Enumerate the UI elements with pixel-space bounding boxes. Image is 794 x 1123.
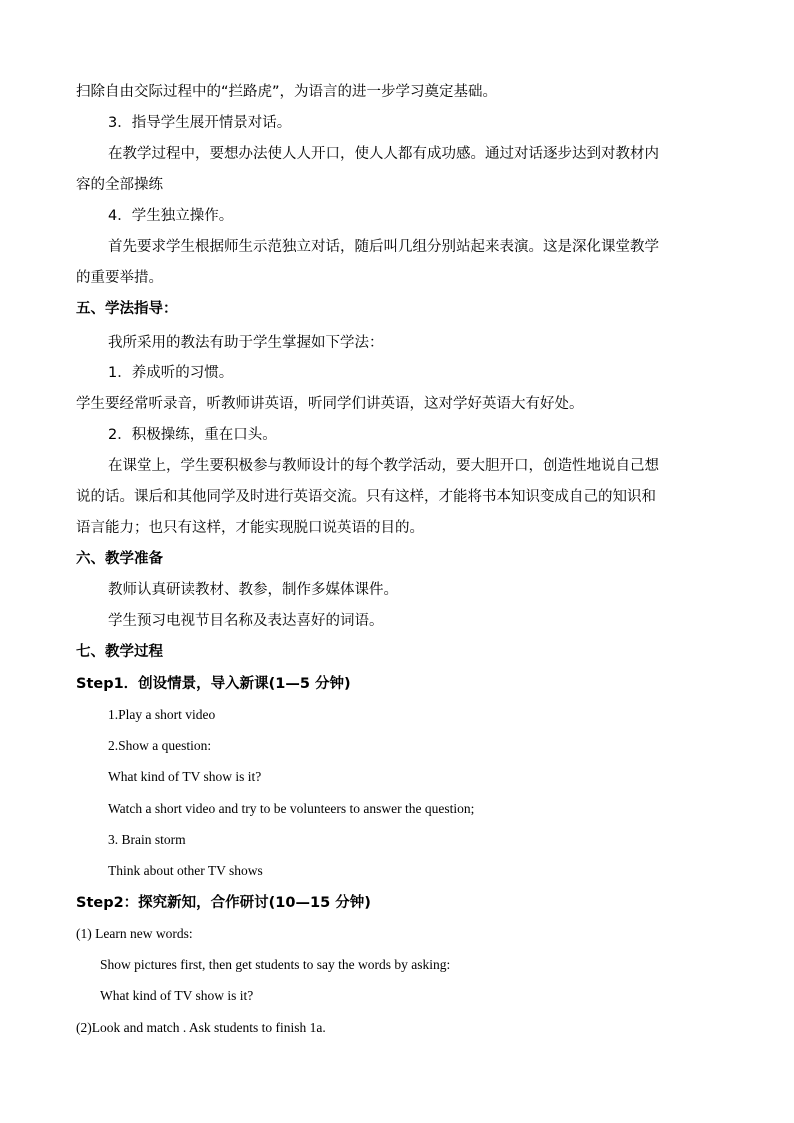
paragraph-line: Think about other TV shows bbox=[108, 863, 263, 878]
paragraph-line: 在教学过程中，要想办法使人人开口，使人人都有成功感。通过对话逐步达到对教材内 bbox=[108, 146, 659, 162]
paragraph-line: 在课堂上，学生要积极参与教师设计的每个教学活动，要大胆开口，创造性地说自己想 bbox=[108, 458, 659, 474]
section-heading: 七、教学过程 bbox=[76, 644, 163, 660]
paragraph-line: 容的全部操练 bbox=[76, 177, 163, 193]
section-heading: 六、教学准备 bbox=[76, 551, 163, 567]
list-item: 2．积极操练，重在口头。 bbox=[108, 427, 277, 443]
paragraph-line: 我所采用的教法有助于学生掌握如下学法： bbox=[108, 335, 384, 351]
list-item: (2)Look and match . Ask students to finish 1a. bbox=[76, 1020, 326, 1035]
paragraph-line: Watch a short video and try to be volunteers to answer the question; bbox=[108, 801, 475, 816]
paragraph-line: 语言能力；也只有这样，才能实现脱口说英语的目的。 bbox=[76, 520, 424, 536]
list-item: 1．养成听的习惯。 bbox=[108, 365, 234, 381]
paragraph-line: 扫除自由交际过程中的“拦路虎”，为语言的进一步学习奠定基础。 bbox=[76, 84, 498, 100]
list-item: 4．学生独立操作。 bbox=[108, 208, 234, 224]
paragraph-line: 学生预习电视节目名称及表达喜好的词语。 bbox=[108, 613, 384, 629]
paragraph-line: 说的话。课后和其他同学及时进行英语交流。只有这样，才能将书本知识变成自己的知识和 bbox=[76, 489, 656, 505]
paragraph-line: What kind of TV show is it? bbox=[100, 988, 254, 1003]
list-item: 3．指导学生展开情景对话。 bbox=[108, 115, 292, 131]
list-item: (1) Learn new words: bbox=[76, 926, 193, 941]
paragraph-line: What kind of TV show is it? bbox=[108, 769, 262, 784]
paragraph-line: 的重要举措。 bbox=[76, 270, 163, 286]
section-heading: 五、学法指导： bbox=[76, 301, 178, 317]
paragraph-line: Show pictures first, then get students to say the words by asking: bbox=[100, 957, 451, 972]
list-item: 1.Play a short video bbox=[108, 707, 216, 722]
step-heading: Step2：探究新知，合作研讨(10—15 分钟) bbox=[76, 895, 371, 911]
list-item: 2.Show a question: bbox=[108, 738, 212, 753]
paragraph-line: 首先要求学生根据师生示范独立对话，随后叫几组分别站起来表演。这是深化课堂教学 bbox=[108, 239, 659, 255]
paragraph-line: 教师认真研读教材、教参，制作多媒体课件。 bbox=[108, 582, 398, 598]
paragraph-line: 学生要经常听录音，听教师讲英语，听同学们讲英语，这对学好英语大有好处。 bbox=[76, 396, 584, 412]
list-item: 3. Brain storm bbox=[108, 832, 186, 847]
step-heading: Step1．创设情景，导入新课(1—5 分钟) bbox=[76, 676, 351, 692]
